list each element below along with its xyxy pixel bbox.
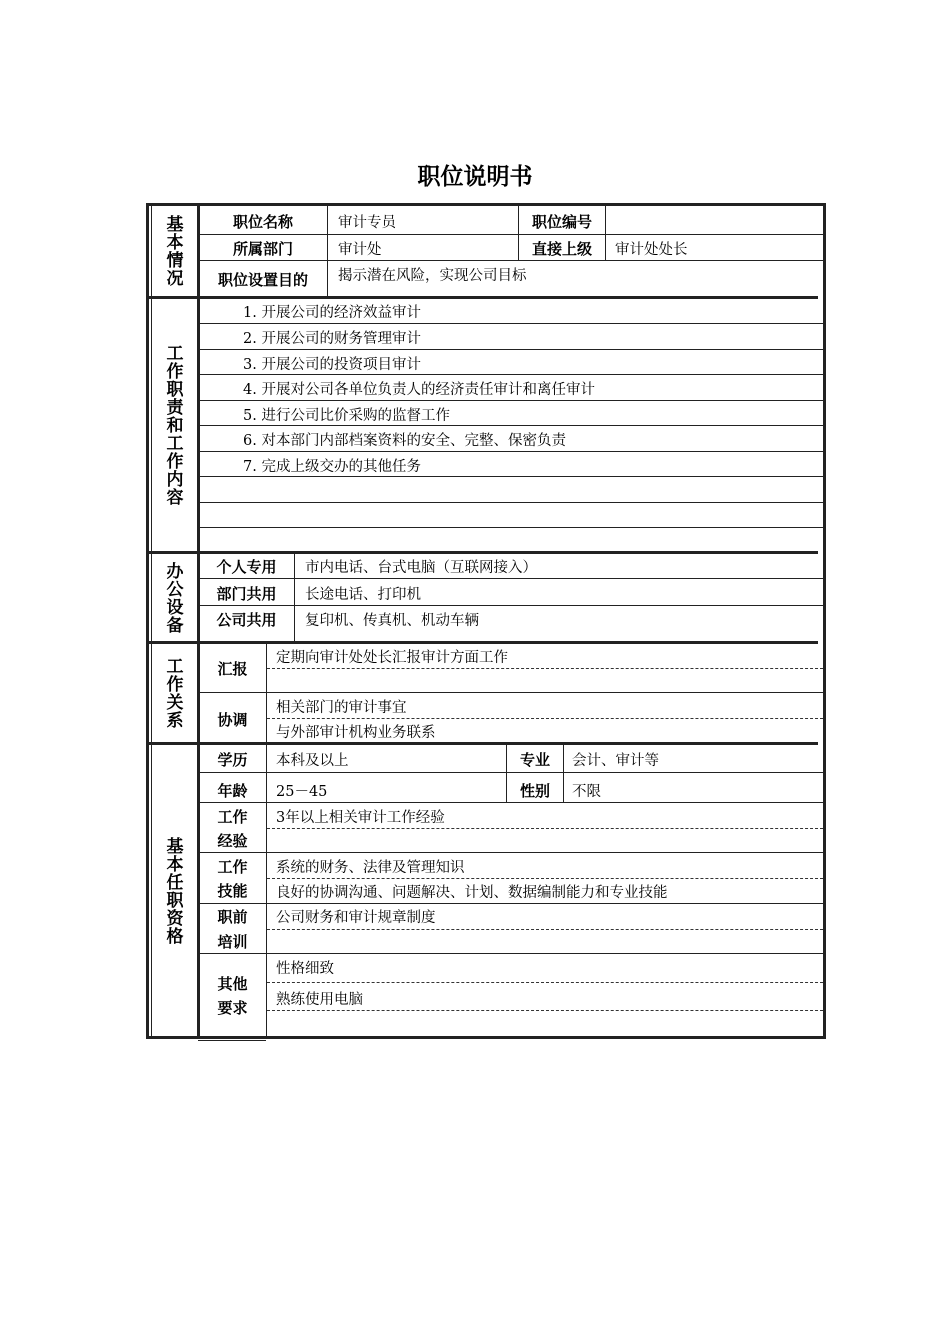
education-value: 本科及以上 (276, 753, 349, 769)
section-separator (149, 296, 818, 299)
position-name-label: 职位名称 (232, 213, 293, 231)
equipment-department-value: 长途电话、打印机 (305, 587, 421, 603)
supervisor-label: 直接上级 (531, 240, 592, 258)
major-value: 会计、审计等 (572, 753, 659, 769)
row-line (198, 802, 823, 803)
coordinate-label: 协调 (217, 711, 248, 729)
report-label: 汇报 (217, 660, 248, 678)
section-separator (149, 551, 818, 554)
experience-value: 3年以上相关审计工作经验 (276, 810, 445, 826)
section-separator (149, 742, 818, 745)
row-line (198, 953, 823, 954)
department-value: 审计处 (338, 242, 382, 258)
section-equipment (150, 554, 196, 641)
dashed-line (267, 982, 823, 983)
equipment-department-label: 部门共用 (216, 585, 277, 603)
skills-value-1: 系统的财务、法律及管理知识 (276, 860, 465, 876)
qual-label-col-line (266, 644, 267, 1037)
duty-item: 6. 对本部门内部档案资料的安全、完整、保密负责 (243, 433, 566, 449)
row-line (198, 692, 823, 693)
education-label: 学历 (217, 751, 248, 769)
dashed-line (267, 1010, 823, 1011)
training-label-line1: 职前 (217, 908, 248, 926)
equipment-personal-value: 市内电话、台式电脑（互联网接入） (305, 560, 537, 576)
gender-label: 性别 (519, 782, 550, 800)
equipment-company-label: 公司共用 (216, 611, 277, 629)
col-line (327, 206, 328, 296)
section-relations-label: 工作关系 (162, 657, 183, 729)
row-line (198, 425, 823, 426)
row-line (198, 903, 823, 904)
bottom-extension-line (198, 1040, 266, 1041)
row-line (198, 527, 823, 528)
section-relations (150, 644, 196, 742)
experience-label-line1: 工作 (217, 808, 248, 826)
skills-value-2: 良好的协调沟通、问题解决、计划、数据编制能力和专业技能 (276, 885, 668, 901)
row-line (198, 605, 823, 606)
duty-item: 3. 开展公司的投资项目审计 (243, 357, 421, 373)
section-duties-label: 工作职责和工作内容 (162, 344, 183, 506)
other-value-2: 熟练使用电脑 (276, 992, 363, 1008)
coordinate-value-1: 相关部门的审计事宜 (276, 700, 407, 716)
row-line (198, 400, 823, 401)
training-value: 公司财务和审计规章制度 (276, 910, 436, 926)
supervisor-value: 审计处处长 (615, 242, 688, 258)
section-separator (149, 641, 818, 644)
dashed-line (267, 668, 823, 669)
duty-item: 7. 完成上级交办的其他任务 (243, 459, 421, 475)
other-label-line2: 要求 (217, 999, 248, 1017)
age-value: 25－45 (276, 784, 328, 800)
row-line (198, 374, 823, 375)
equipment-company-value: 复印机、传真机、机动车辆 (305, 613, 479, 629)
row-line (198, 476, 823, 477)
col-line (563, 745, 564, 802)
duty-item: 1. 开展公司的经济效益审计 (243, 305, 421, 321)
row-line (198, 578, 823, 579)
dashed-line (267, 828, 823, 829)
other-value-1: 性格细致 (276, 961, 334, 977)
purpose-label: 职位设置目的 (217, 271, 308, 289)
row-line (198, 502, 823, 503)
row-line (198, 349, 823, 350)
section-equipment-label: 办公设备 (162, 561, 183, 634)
col-line (605, 206, 606, 260)
section-basic-label: 基本情况 (162, 215, 183, 287)
row-line (198, 323, 823, 324)
skills-label-line2: 技能 (217, 882, 248, 900)
position-name-value: 审计专员 (338, 215, 396, 231)
duty-item: 5. 进行公司比价采购的监督工作 (243, 408, 450, 424)
section-qualifications (150, 745, 196, 1037)
training-label-line2: 培训 (217, 933, 248, 951)
row-line (198, 234, 823, 235)
duty-item: 4. 开展对公司各单位负责人的经济责任审计和离任审计 (243, 382, 595, 398)
dashed-line (267, 878, 823, 879)
equipment-personal-label: 个人专用 (216, 558, 277, 576)
report-value: 定期向审计处处长汇报审计方面工作 (276, 650, 508, 666)
gender-value: 不限 (572, 784, 601, 800)
row-line (198, 852, 823, 853)
duty-item: 2. 开展公司的财务管理审计 (243, 331, 421, 347)
page-title: 职位说明书 (417, 164, 533, 190)
coordinate-value-2: 与外部审计机构业务联系 (276, 725, 436, 741)
row-line (198, 772, 823, 773)
col-line (294, 554, 295, 641)
dashed-line (267, 718, 823, 719)
experience-label-line2: 经验 (217, 832, 248, 850)
position-code-label: 职位编号 (531, 213, 592, 231)
department-label: 所属部门 (232, 240, 293, 258)
major-label: 专业 (519, 751, 550, 769)
skills-label-line1: 工作 (217, 858, 248, 876)
row-line (198, 260, 823, 261)
other-label-line1: 其他 (217, 975, 248, 993)
purpose-value: 揭示潜在风险，实现公司目标 (338, 268, 527, 284)
section-basic (150, 206, 196, 296)
row-line (198, 451, 823, 452)
dashed-line (267, 929, 823, 930)
age-label: 年龄 (217, 782, 248, 800)
section-duties (150, 299, 196, 551)
section-qualifications-label: 基本任职资格 (162, 837, 183, 945)
